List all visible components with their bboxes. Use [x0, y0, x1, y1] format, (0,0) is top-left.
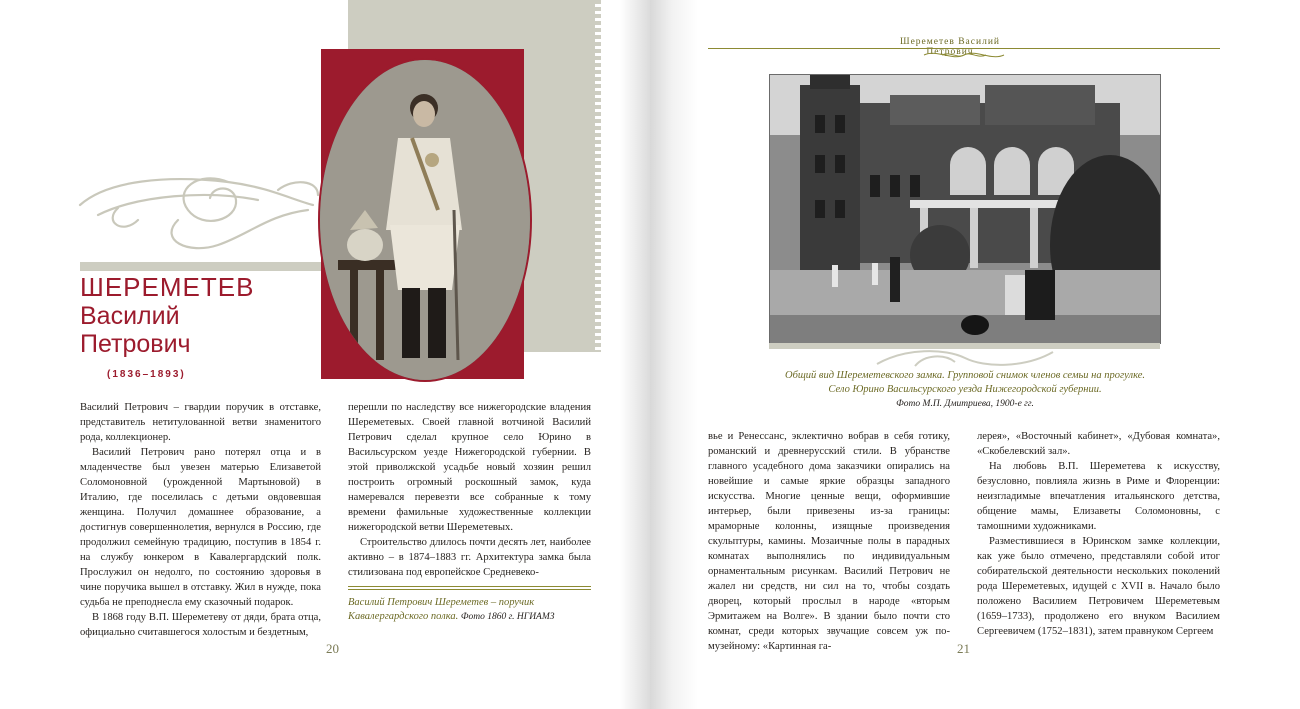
caption-rule	[348, 589, 591, 590]
castle-photo	[769, 74, 1161, 344]
left-text-column-2	[348, 400, 591, 580]
paragraph: В 1868 году В.П. Шереметеву от дяди, брата отца, официально считавшегося холостым и бездетным,	[80, 612, 321, 638]
flourish-ornament-icon	[875, 346, 1055, 368]
page-number-left: 20	[326, 641, 339, 656]
right-page	[650, 0, 1300, 709]
paragraph: Разместившиеся в Юринском замке коллекции, как уже было отмечено, представляли собой итог собирательской деятельности нескольких поколений рода Шереметевых, идущей с XVII в. Начало было положено Василием Петровичем Шереметевым (1659–1733), продолжено его внуком Василием Сергеевичем (1752–1831), затем правнуком Сергеем	[977, 536, 1220, 637]
paragraph: Строительство длилось почти десять лет, наиболее активно – в 1874–1883 гг. Архитектура замка была стилизована под европейское Средневеко-	[348, 537, 591, 578]
right-text-column-2	[977, 429, 1220, 639]
title-name-line1: Василий	[80, 302, 180, 330]
title-name-line2: Петрович	[80, 330, 191, 358]
page-title-name	[80, 302, 260, 358]
paragraph: перешли по наследству все нижегородские владения Шереметевых. Своей главной вотчиной Василий Петрович сделал крупное село Юрино в Васильсурском уезде Нижегородской губернии. В этой приволжской усадьбе новый хозяин решил построить огромный роскошный замок, куда намеревался перевезти все собранные к тому времени фамильные художественные коллекции нижегородской ветви Шереметевых.	[348, 402, 591, 533]
portrait-caption-credit: Фото 1860 г. НГИАМЗ	[460, 612, 555, 622]
flourish-ornament-icon	[78, 160, 328, 260]
life-years: (1836–1893)	[107, 369, 186, 380]
castle-caption	[710, 369, 1220, 411]
paragraph: Василий Петрович – гвардии поручик в отставке, представитель нетитулованной ветви знаменитого рода, коллекционер.	[80, 402, 321, 443]
page-number-right: 21	[957, 641, 970, 656]
paragraph: вье и Ренессанс, эклектично вобрав в себя готику, романский и древнерусский стили. В убранстве главного усадебного дома заказчики опирались на новейшие и самые яркие образцы западного искусства. Многие ценные вещи, оформившие интерьер, были привезены из-за границы: мраморные колонны, изящные произведения скульптуры, камины. Мозаичные полы в парадных комнатах выполнялись по индивидуальным орнаментальным рисункам. Василий Петрович не жалел ни средств, ни сил на то, чтобы создать дворец, который прослыл в народе «вторым Эрмитажем на Волге». В здании было почти сто комнат, среди которых звучащие совсем уж по-музейному: «Картинная га-	[708, 431, 950, 652]
portrait-caption	[348, 596, 591, 624]
paragraph: лерея», «Восточный кабинет», «Дубовая комната», «Скобелевский зал».	[977, 431, 1220, 457]
running-head: Шереметев Василий Петрович	[900, 37, 1000, 57]
paragraph: На любовь В.П. Шереметева к искусству, безусловно, повлияла жизнь в Риме и Флоренции: неизгладимые впечатления итальянского детства, общение мамы, Елизаветы Соломоновны, с тамошними художниками.	[977, 461, 1220, 532]
castle-caption-line1: Общий вид Шереметевского замка. Групповой снимок членов семьи на прогулке.	[785, 370, 1145, 381]
left-text-column-1	[80, 400, 321, 640]
paragraph: Василий Петрович рано потерял отца и в младенчестве был увезен матерью Елизаветой Соломоновной (урожденной Мартыновой) в Италию, где поселилась с детьми овдовевшая женщина. Получил домашнее образование, а достигнув совершеннолетия, вернулся в Россию, где продолжил семейную традицию, поступив в 1854 г. на службу юнкером в Кавалергардский полк. Прослужил он недолго, по состоянию здоровья в чине поручика вышел в отставку. Жил в нужде, пока судьба не преподнесла ему сказочный подарок.	[80, 447, 321, 608]
portrait-photo	[318, 58, 532, 382]
portrait-caption-text: Василий Петрович Шереметев – поручик Кавалергардского полка.	[348, 597, 535, 622]
right-text-column-1	[708, 429, 950, 654]
castle-caption-credit: Фото М.П. Дмитриева, 1900-е гг.	[896, 399, 1034, 409]
title-band	[80, 262, 348, 271]
caption-rule	[348, 586, 591, 587]
head-ornament-icon	[922, 49, 1006, 61]
page-title-surname: ШЕРЕМЕТЕВ	[80, 272, 255, 302]
castle-caption-line2: Село Юрино Васильсурского уезда Нижегородской губернии.	[828, 384, 1102, 395]
